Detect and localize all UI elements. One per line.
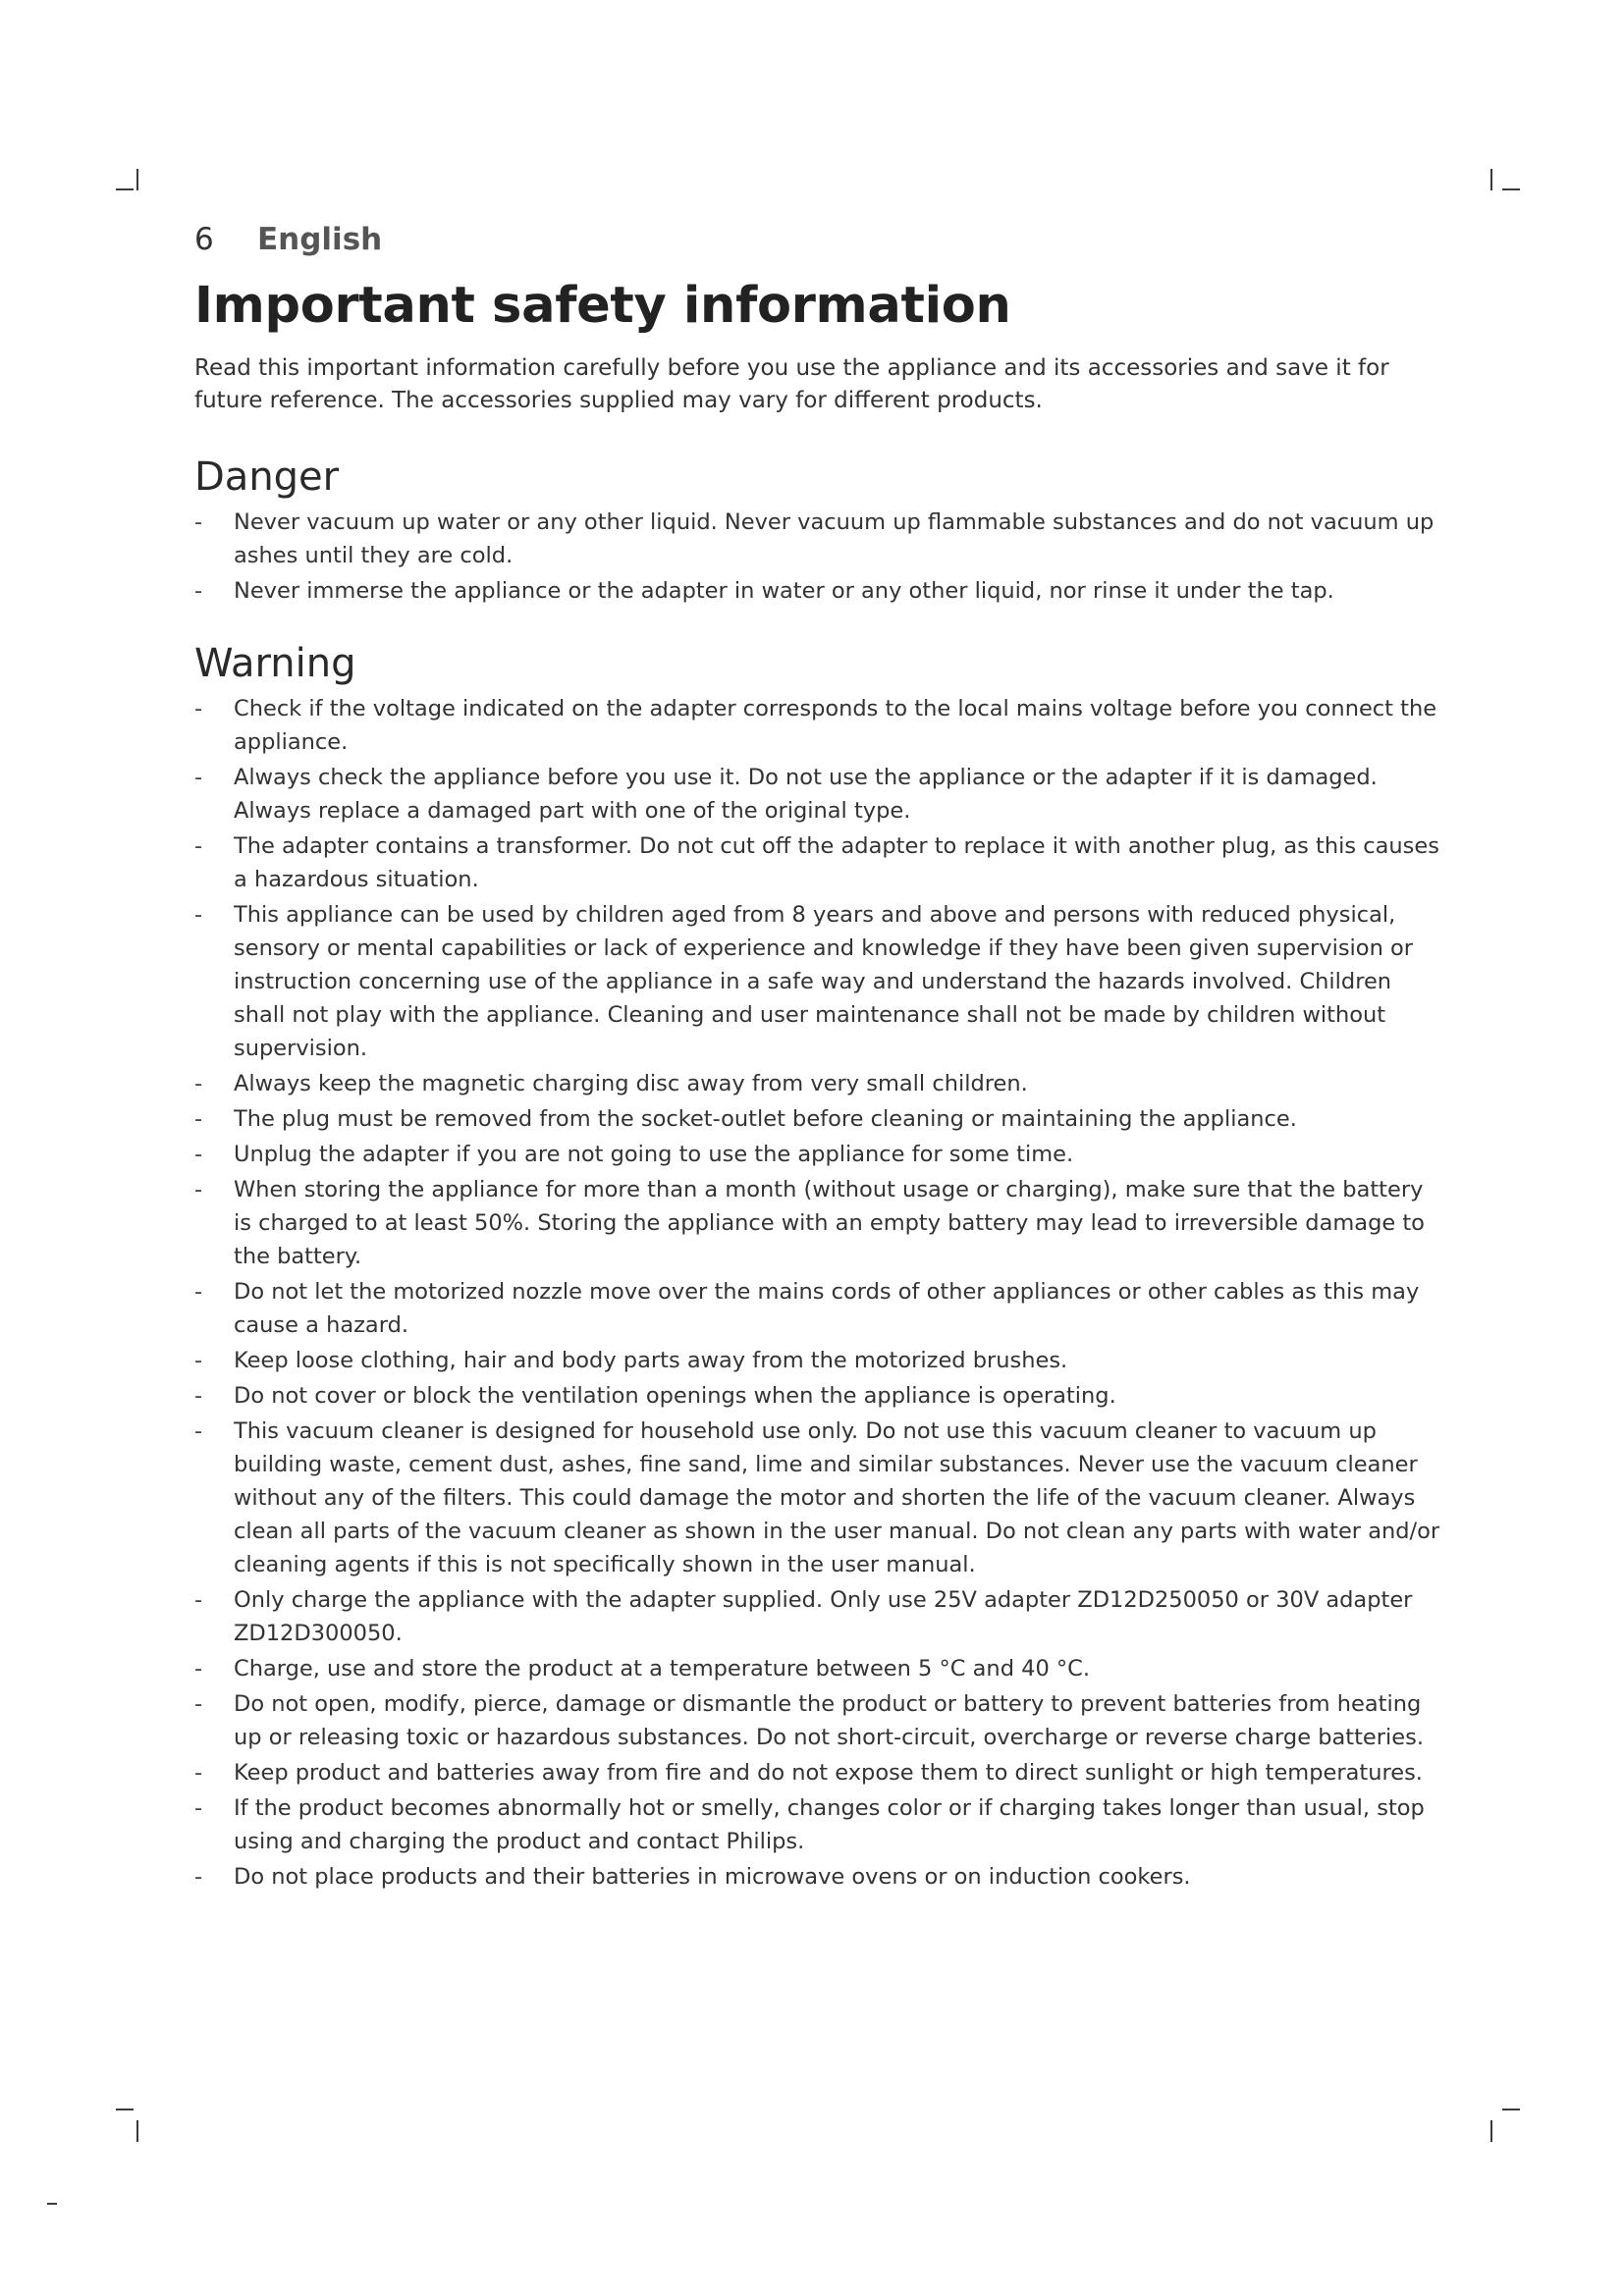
intro-paragraph: Read this important information carefully before you use the appliance and its accessories and save it for future reference. The accessories supplied may vary for different products. [194, 355, 1389, 413]
bullet-dash: - [194, 1587, 203, 1613]
bullet-dash: - [194, 1795, 203, 1821]
crop-mark [116, 2109, 134, 2110]
warning-list-item [194, 1687, 1441, 1754]
warning-list [194, 692, 1441, 1894]
bullet-dash: - [194, 765, 203, 790]
bullet-dash: - [194, 1760, 203, 1786]
document-page [194, 222, 1441, 1927]
bullet-dash: - [194, 1279, 203, 1305]
list-item-text: Never vacuum up water or any other liquid. Never vacuum up flammable substances and do not vacuum up ashes until they are cold. [234, 509, 1435, 568]
bullet-dash: - [194, 509, 203, 535]
list-item-text: This appliance can be used by children aged from 8 years and above and persons with reduced physical, sensory or mental capabilities or lack of experience and knowledge if they have been given supervision or instruction concerning use of the appliance in a safe way and understand the hazards involved. Children shall not play with the appliance. Cleaning and user maintenance shall not be made by children without supervision. [234, 902, 1413, 1061]
warning-list-item [194, 1344, 1441, 1377]
bullet-dash: - [194, 696, 203, 721]
list-item-text: Never immerse the appliance or the adapter in water or any other liquid, nor rinse it under the tap. [234, 578, 1334, 604]
list-item-text: Do not let the motorized nozzle move over the mains cords of other appliances or other cables as this may cause a hazard. [234, 1279, 1420, 1338]
warning-list-item [194, 1102, 1441, 1136]
bullet-dash: - [194, 1383, 203, 1409]
warning-list-item [194, 692, 1441, 759]
bullet-dash: - [194, 833, 203, 859]
warning-heading: Warning [194, 641, 356, 686]
list-item-text: Only charge the appliance with the adapter supplied. Only use 25V adapter ZD12D250050 or 30V adapter ZD12D300050. [234, 1587, 1413, 1646]
bullet-dash: - [194, 1142, 203, 1167]
list-item-text: The adapter contains a transformer. Do not cut off the adapter to replace it with another plug, as this causes a hazardous situation. [234, 833, 1439, 892]
page-title: Important safety information [194, 277, 1011, 335]
warning-list-item [194, 1173, 1441, 1273]
warning-list-item [194, 898, 1441, 1065]
danger-list-item [194, 506, 1441, 572]
list-item-text: Check if the voltage indicated on the adapter corresponds to the local mains voltage before you connect the appliance. [234, 696, 1437, 755]
list-item-text: Do not place products and their batteries in microwave ovens or on induction cookers. [234, 1864, 1191, 1890]
bullet-dash: - [194, 1418, 203, 1444]
bullet-dash: - [194, 902, 203, 928]
list-item-text: Do not open, modify, pierce, damage or dismantle the product or battery to prevent batteries from heating up or releasing toxic or hazardous substances. Do not short-circuit, overcharge or reverse charge batteries. [234, 1691, 1424, 1750]
language-label: English [257, 222, 383, 257]
warning-list-item [194, 1652, 1441, 1685]
danger-list [194, 506, 1441, 608]
list-item-text: Keep loose clothing, hair and body parts away from the motorized brushes. [234, 1348, 1068, 1373]
list-item-text: This vacuum cleaner is designed for household use only. Do not use this vacuum cleaner to vacuum up building waste, cement dust, ashes, fine sand, lime and similar substances. Never use the vacuum cleaner without any of the filters. This could damage the motor and shorten the life of the vacuum cleaner. Always clean all parts of the vacuum cleaner as shown in the user manual. Do not clean any parts with water and/or cleaning agents if this is not specifically shown in the user manual. [234, 1418, 1440, 1577]
warning-list-item [194, 1583, 1441, 1650]
warning-list-item [194, 1275, 1441, 1342]
warning-list-item [194, 1138, 1441, 1171]
warning-list-item [194, 1791, 1441, 1858]
crop-mark [136, 169, 138, 190]
warning-list-item [194, 1415, 1441, 1581]
warning-list-item [194, 1067, 1441, 1100]
list-item-text: Charge, use and store the product at a temperature between 5 °C and 40 °C. [234, 1656, 1091, 1682]
list-item-text: Always check the appliance before you use it. Do not use the appliance or the adapter if it is damaged. Always replace a damaged part with one of the original type. [234, 765, 1378, 824]
crop-mark [47, 2203, 57, 2205]
list-item-text: Keep product and batteries away from fire and do not expose them to direct sunlight or high temperatures. [234, 1760, 1423, 1786]
crop-mark [1490, 169, 1492, 190]
page-header [194, 222, 1441, 257]
bullet-dash: - [194, 1348, 203, 1373]
bullet-dash: - [194, 1177, 203, 1202]
crop-mark [1502, 2109, 1520, 2110]
crop-mark [1502, 188, 1520, 190]
bullet-dash: - [194, 1106, 203, 1132]
crop-mark [1490, 2120, 1492, 2142]
warning-list-item [194, 1860, 1441, 1894]
bullet-dash: - [194, 1691, 203, 1717]
list-item-text: Do not cover or block the ventilation openings when the appliance is operating. [234, 1383, 1116, 1409]
bullet-dash: - [194, 578, 203, 604]
list-item-text: When storing the appliance for more than a month (without usage or charging), make sure that the battery is charged to at least 50%. Storing the appliance with an empty battery may lead to irreversible damage to the battery. [234, 1177, 1425, 1269]
list-item-text: If the product becomes abnormally hot or smelly, changes color or if charging takes longer than usual, stop using and charging the product and contact Philips. [234, 1795, 1425, 1854]
list-item-text: The plug must be removed from the socket-outlet before cleaning or maintaining the appliance. [234, 1106, 1297, 1132]
warning-list-item [194, 1756, 1441, 1789]
crop-mark [136, 2120, 138, 2142]
bullet-dash: - [194, 1656, 203, 1682]
page-number: 6 [194, 222, 214, 257]
bullet-dash: - [194, 1864, 203, 1890]
bullet-dash: - [194, 1071, 203, 1096]
list-item-text: Always keep the magnetic charging disc away from very small children. [234, 1071, 1028, 1096]
crop-mark [116, 188, 134, 190]
danger-list-item [194, 574, 1441, 608]
warning-list-item [194, 1379, 1441, 1413]
danger-heading: Danger [194, 454, 340, 500]
warning-list-item [194, 761, 1441, 828]
list-item-text: Unplug the adapter if you are not going to use the appliance for some time. [234, 1142, 1074, 1167]
warning-list-item [194, 829, 1441, 896]
